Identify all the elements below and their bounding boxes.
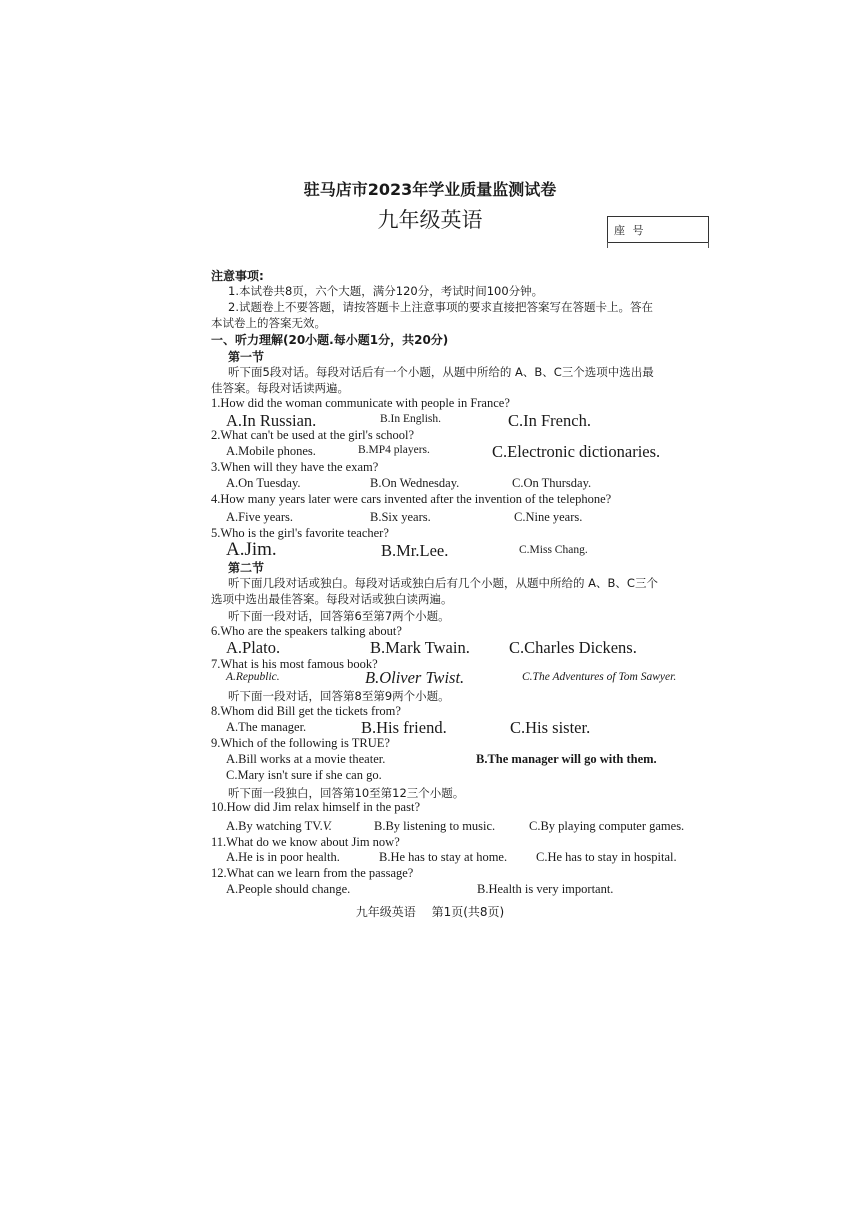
q10-option-b: B.By listening to music. xyxy=(374,819,496,833)
question-6: 6.Who are the speakers talking about? xyxy=(211,624,402,638)
question-10: 10.How did Jim relax himself in the past? xyxy=(211,800,420,814)
q4-option-a: A.Five years. xyxy=(226,510,293,524)
question-4: 4.How many years later were cars invented after the invention of the telephone? xyxy=(211,492,612,506)
q9-option-a: A.Bill works at a movie theater. xyxy=(226,752,386,766)
notes-item-2-line-2: 本试卷上的答案无效。 xyxy=(211,316,326,330)
q7-option-b: B.Oliver Twist. xyxy=(365,668,465,687)
q5-option-c: C.Miss Chang. xyxy=(519,544,588,556)
q2-option-a: A.Mobile phones. xyxy=(226,444,316,458)
notes-item-1: 1.本试卷共8页，六个大题，满分120分，考试时间100分钟。 xyxy=(228,284,544,298)
section-1-instruction-line-2: 佳答案。每段对话读两遍。 xyxy=(211,381,349,395)
exam-title: 驻马店市2023年学业质量监测试卷 xyxy=(303,180,557,199)
question-9: 9.Which of the following is TRUE? xyxy=(211,736,390,750)
notes-heading: 注意事项: xyxy=(211,269,264,283)
section-1-title: 第一节 xyxy=(228,350,265,364)
question-8: 8.Whom did Bill get the tickets from? xyxy=(211,704,401,718)
section-1-instruction-line-1: 听下面5段对话。每段对话后有一个小题，从题中所给的 A、B、C三个选项中选出最 xyxy=(228,365,654,379)
q10-option-a-suffix: V. xyxy=(322,819,332,833)
q11-option-a: A.He is in poor health. xyxy=(226,850,340,864)
part-1-heading: 一、听力理解(20小题.每小题1分，共20分) xyxy=(211,333,449,347)
question-2: 2.What can't be used at the girl's school? xyxy=(211,428,415,442)
sub-instruction-q8-q9: 听下面一段对话，回答第8至第9两个小题。 xyxy=(228,689,450,703)
question-3: 3.When will they have the exam? xyxy=(211,460,379,474)
section-2-title: 第二节 xyxy=(228,561,265,575)
q5-option-a: A.Jim. xyxy=(226,539,277,560)
q10-option-a xyxy=(226,819,332,834)
sub-instruction-q10-q12: 听下面一段独白，回答第10至第12三个小题。 xyxy=(228,786,465,800)
q11-option-b: B.He has to stay at home. xyxy=(379,850,508,864)
seat-number-box-extension xyxy=(607,242,709,248)
q4-option-c: C.Nine years. xyxy=(514,510,583,524)
q8-option-a: A.The manager. xyxy=(226,720,307,734)
q7-option-a: A.Republic. xyxy=(226,671,280,683)
q6-option-a: A.Plato. xyxy=(226,638,281,657)
q10-option-a-text: A.By watching TV. xyxy=(226,819,323,833)
q2-option-c: C.Electronic dictionaries. xyxy=(492,442,661,461)
section-2-instruction-line-1: 听下面几段对话或独白。每段对话或独白后有几个小题，从题中所给的 A、B、C三个 xyxy=(228,576,658,590)
question-12: 12.What can we learn from the passage? xyxy=(211,866,414,880)
q3-option-c: C.On Thursday. xyxy=(512,476,592,490)
page-footer: 九年级英语 第1页(共8页) xyxy=(355,905,505,919)
q1-option-a: A.In Russian. xyxy=(226,411,317,430)
question-5: 5.Who is the girl's favorite teacher? xyxy=(211,526,389,540)
q5-option-b: B.Mr.Lee. xyxy=(381,541,449,560)
q9-option-c: C.Mary isn't sure if she can go. xyxy=(226,768,382,782)
q11-option-c: C.He has to stay in hospital. xyxy=(536,850,677,864)
q9-option-b: B.The manager will go with them. xyxy=(476,752,657,766)
question-11: 11.What do we know about Jim now? xyxy=(211,835,400,849)
q8-option-c: C.His sister. xyxy=(510,718,591,737)
q1-option-c: C.In French. xyxy=(508,411,591,430)
q1-option-b: B.In English. xyxy=(380,413,442,425)
notes-item-2-line-1: 2.试题卷上不要答题，请按答题卡上注意事项的要求直接把答案写在答题卡上。答在 xyxy=(228,300,653,314)
q12-option-a: A.People should change. xyxy=(226,882,351,896)
q4-option-b: B.Six years. xyxy=(370,510,431,524)
q3-option-b: B.On Wednesday. xyxy=(370,476,460,490)
sub-instruction-q6-q7: 听下面一段对话，回答第6至第7两个小题。 xyxy=(228,609,450,623)
q12-option-b: B.Health is very important. xyxy=(477,882,614,896)
seat-number-label: 座 号 xyxy=(614,224,646,237)
q8-option-b: B.His friend. xyxy=(361,718,447,737)
q6-option-c: C.Charles Dickens. xyxy=(509,638,637,657)
subject-title: 九年级英语 xyxy=(377,208,483,232)
question-1: 1.How did the woman communicate with people in France? xyxy=(211,396,510,410)
q2-option-b: B.MP4 players. xyxy=(358,444,430,456)
question-7: 7.What is his most famous book? xyxy=(211,657,378,671)
q6-option-b: B.Mark Twain. xyxy=(370,638,470,657)
section-2-instruction-line-2: 选项中选出最佳答案。每段对话或独白读两遍。 xyxy=(211,592,453,606)
q7-option-c: C.The Adventures of Tom Sawyer. xyxy=(522,671,677,683)
q3-option-a: A.On Tuesday. xyxy=(226,476,301,490)
q10-option-c: C.By playing computer games. xyxy=(529,819,685,833)
